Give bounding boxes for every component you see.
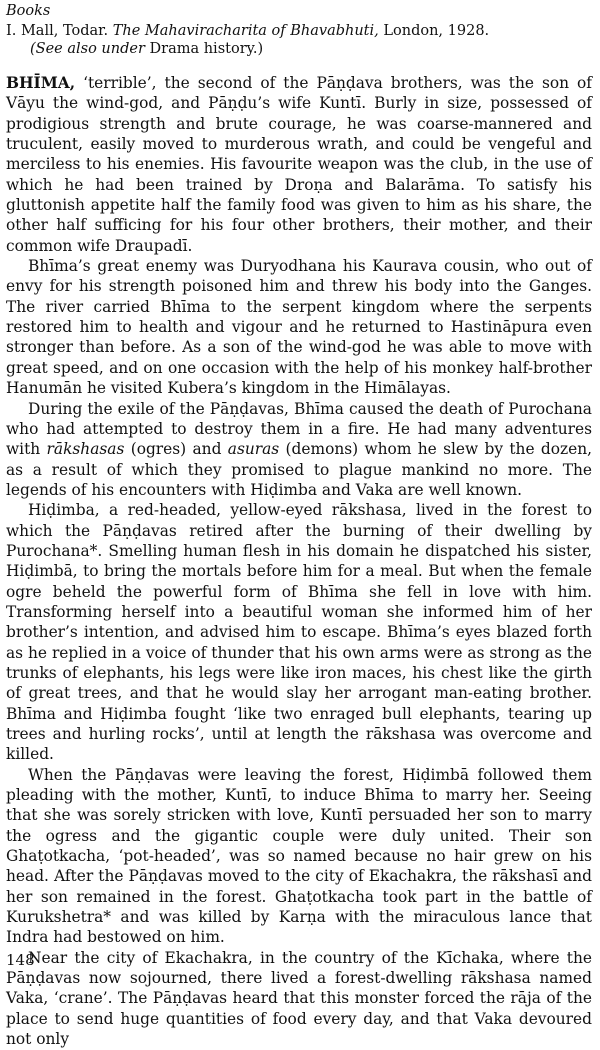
entry-body	[6, 73, 592, 1050]
entry-paragraph-2: Bhīma’s great enemy was Duryodhana his Kaurava cousin, who out of envy for his strength poisoned him and threw his body into the Ganges. The river carried Bhīma to the serpent kingdom where the serpents restored him to health and vigour and he returned to Hastināpura even stronger than before. As a son of the wind-god he was able to move with great speed, and on one occasion with the help of his monkey half-brother Hanumān he visited Kubera’s kingdom in the Himālayas.	[6, 257, 592, 398]
entry-paragraph-4: Hiḍimba, a red-headed, yellow-eyed rākshasa, lived in the forest to which the Pāṇḍavas retired after the burning of their dwelling by Purochana*. Smelling human flesh in his domain he dispatched his sister, Hiḍimbā, to bring the mortals before him for a meal. But when the female ogre beheld the powerful form of Bhīma she fell in love with him. Transforming herself into a beautiful woman she informed him of her brother’s intention, and advised him to escape. Bhīma’s eyes blazed forth as he replied in a voice of thunder that his own arms were as strong as the trunks of elephants, his legs were like iron maces, his chest like the girth of great trees, and that he would slay her arrogant man-eating brother. Bhīma and Hiḍimba fought ‘like two enraged bull elephants, tearing up trees and hurling rocks’, until at length the rākshasa was overcome and killed.	[6, 501, 592, 764]
paragraph-3-text-b: (ogres) and	[130, 440, 222, 459]
reference-title: The Mahaviracharita of Bhavabhuti,	[112, 23, 379, 39]
paragraph-3-text-a: During the exile of the Pāṇḍavas, Bhīma caused the death of Purochana who had attempted to destroy them in a fire. He had many adventures with	[6, 399, 592, 459]
entry-paragraph-3	[6, 399, 592, 501]
entry-paragraph-1	[6, 73, 592, 256]
page-number: 148	[6, 951, 35, 969]
see-also-label: (See also under	[30, 41, 145, 57]
reference-line	[6, 22, 592, 40]
paragraph-1-text: ‘terrible’, the second of the Pāṇḍava brothers, was the son of Vāyu the wind-god, and Pāṇḍu’s wife Kuntī. Burly in size, possessed of prodigious strength and brute courage, he was coarse-mannered and truculent, easily moved to murderous wrath, and could be vengeful and merciless to his enemies. His favourite weapon was the club, in the use of which he had been trained by Droṇa and Balarāma. To satisfy his gluttonish appetite half the family food was given to him as his share, the other half sufficing for his four other brothers, their mother, and their common wife Draupadī.	[6, 74, 592, 255]
term-asuras: asuras	[227, 440, 280, 459]
paragraph-3-text-c: (demons) whom he slew by the dozen, as a result of which they promised to plague mankind no more. The legends of his encounters with Hiḍimba and Vaka are well known.	[6, 440, 592, 499]
reference-place-date: London, 1928.	[383, 23, 490, 39]
entry-paragraph-5: When the Pāṇḍavas were leaving the forest, Hiḍimbā followed them pleading with the mother, Kuntī, to induce Bhīma to marry her. Seeing that she was sorely stricken with love, Kuntī persuaded her son to marry the ogress and the gigantic couple were duly united. Their son Ghaṭotkacha, ‘pot-headed’, was so named because no hair grew on his head. After the Pāṇḍavas moved to the city of Ekachakra, the rākshasī and her son remained in the forest. Ghaṭotkacha took part in the battle of Kurukshetra* and was killed by Karṇa with the miraculous lance that Indra had bestowed on him.	[6, 765, 592, 947]
entry-paragraph-6: Near the city of Ekachakra, in the country of the Kīchaka, where the Pāṇḍavas now sojourned, there lived a forest-dwelling rākshasa named Vaka, ‘crane’. The Pāṇḍavas heard that this monster forced the rāja of the place to send huge quantities of food every day, and that Vaka devoured not only	[6, 948, 592, 1049]
bibliography-entry	[6, 22, 592, 58]
section-label: Books	[6, 3, 51, 19]
entry-headword: BHĪMA,	[6, 74, 76, 92]
see-also-line	[6, 40, 592, 58]
term-rakshasas: rākshasas	[46, 440, 125, 459]
see-also-target: Drama history.)	[149, 41, 264, 57]
reference-author: Mall, Todar.	[20, 23, 109, 39]
reference-number: I.	[6, 23, 17, 39]
